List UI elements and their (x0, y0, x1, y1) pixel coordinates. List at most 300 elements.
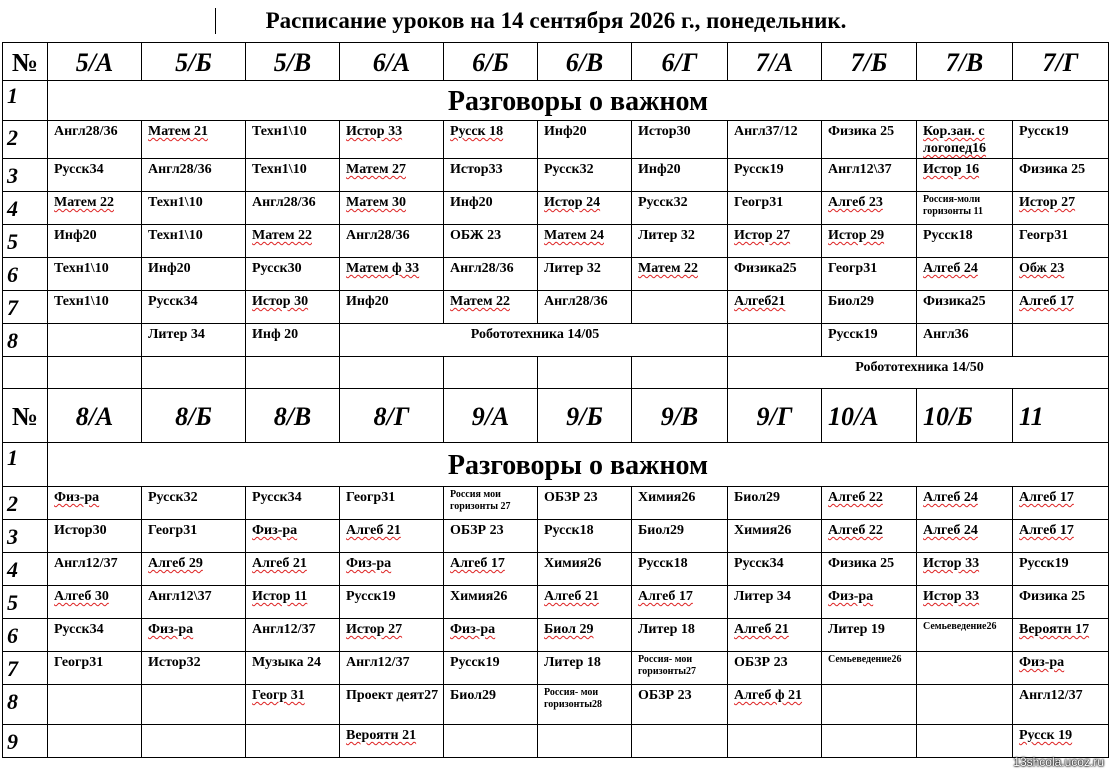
lesson-number-text: 1 (7, 445, 18, 470)
cell-text: Русск 19 (1019, 728, 1073, 743)
table-row (3, 725, 1109, 758)
cell-text: Англ37/12 (734, 124, 798, 139)
cell-text: Англ12/37 (54, 556, 118, 571)
lesson-cell (444, 652, 538, 685)
cell-text: Инф20 (638, 162, 681, 177)
cell-text: Истор30 (54, 523, 107, 538)
cell-text: Инф20 (346, 294, 389, 309)
cell-text: Химия26 (544, 556, 602, 571)
lesson-cell (340, 520, 444, 553)
cell-text: Русск19 (1019, 124, 1069, 139)
lesson-cell (917, 586, 1013, 619)
cell-text: 9/Б (566, 402, 603, 431)
cell-text: Разговоры о важном (447, 449, 709, 481)
lesson-cell (444, 725, 538, 758)
lesson-cell (48, 586, 142, 619)
cell-text: Алгеб 17 (638, 589, 693, 604)
lesson-cell (917, 685, 1013, 725)
lesson-cell (246, 324, 340, 357)
cell-text: Русск32 (148, 490, 198, 505)
cell-text: Химия26 (450, 589, 508, 604)
class-header (340, 389, 444, 443)
cell-text: 7 (7, 656, 18, 681)
lesson-cell (1013, 159, 1109, 192)
class-header (444, 389, 538, 443)
lesson-cell (444, 586, 538, 619)
lesson-cell (340, 291, 444, 324)
cell-text: Истор 27 (1019, 195, 1076, 210)
lesson-cell (1013, 725, 1109, 758)
lesson-cell (728, 258, 822, 291)
class-header (538, 389, 632, 443)
lesson-cell (538, 586, 632, 619)
cell-text: Техн1\10 (252, 162, 307, 177)
lesson-cell (48, 652, 142, 685)
cell-text: Геогр31 (828, 261, 878, 276)
lesson-number (3, 81, 48, 121)
class-header (538, 43, 632, 81)
lesson-cell (246, 586, 340, 619)
lesson-cell (340, 586, 444, 619)
cell-text: Алгеб 21 (252, 556, 307, 571)
lesson-cell (1013, 487, 1109, 520)
cell-text: 6/Г (661, 48, 698, 77)
cell-text: Физ-ра (346, 556, 392, 571)
cell-text: 10/Б (923, 402, 973, 431)
lesson-cell (538, 652, 632, 685)
lesson-cell (142, 725, 246, 758)
lesson-cell (48, 725, 142, 758)
cell-text: Обж 23 (1019, 261, 1065, 276)
table-row (3, 291, 1109, 324)
lesson-cell (538, 619, 632, 652)
cell-text: 9/В (660, 402, 699, 431)
lesson-cell (728, 225, 822, 258)
lesson-cell (822, 586, 917, 619)
cell-text: Русск19 (734, 162, 784, 177)
lesson-cell (142, 159, 246, 192)
lesson-cell (340, 725, 444, 758)
lesson-cell (142, 192, 246, 225)
cell-text: 5/В (273, 48, 312, 77)
text-cursor (215, 8, 216, 34)
lesson-cell (917, 619, 1013, 652)
lesson-number (3, 324, 48, 357)
cell-text: Литер 32 (638, 228, 695, 243)
cell-text: ОБЗР 23 (734, 655, 788, 670)
lesson-number (3, 487, 48, 520)
lesson-cell (632, 520, 728, 553)
lesson-cell (917, 121, 1013, 159)
table-row (3, 258, 1109, 291)
lesson-cell (538, 159, 632, 192)
cell-text: Химия26 (734, 523, 792, 538)
cell-text: Геогр31 (734, 195, 784, 210)
class-header (822, 389, 917, 443)
lesson-cell (1013, 652, 1109, 685)
lesson-cell (340, 192, 444, 225)
class-header (48, 389, 142, 443)
cell-text: Литер 19 (828, 622, 885, 637)
cell-text: Физ-ра (828, 589, 874, 604)
class-header (917, 43, 1013, 81)
lesson-cell (822, 725, 917, 758)
class-header (340, 43, 444, 81)
lesson-cell (822, 291, 917, 324)
cell-text: Инф20 (54, 228, 97, 243)
lesson1-merged (48, 443, 1109, 487)
cell-text: 7/В (945, 48, 984, 77)
cell-text: 8 (7, 689, 18, 714)
cell-text: 3 (7, 524, 18, 549)
lesson-cell (917, 159, 1013, 192)
cell-text: Матем 24 (544, 228, 604, 243)
cell-text: Инф20 (450, 195, 493, 210)
cell-text: Физика25 (734, 261, 797, 276)
lesson-cell (340, 225, 444, 258)
cell-text: 6/Б (472, 48, 509, 77)
cell-text: Русск18 (923, 228, 973, 243)
cell-text: 11 (1019, 402, 1044, 431)
cell-text: Алгеб 22 (828, 490, 883, 505)
lesson-cell (340, 553, 444, 586)
lesson-cell (48, 324, 142, 357)
lesson-cell (142, 121, 246, 159)
lesson-cell (340, 258, 444, 291)
cell-text: Англ28/36 (252, 195, 316, 210)
lesson-cell (728, 725, 822, 758)
lesson-number (3, 291, 48, 324)
cell-text: 4 (7, 557, 18, 582)
lesson-cell (48, 225, 142, 258)
lesson-cell (340, 159, 444, 192)
cell-text: 7/Г (1042, 48, 1079, 77)
lesson-cell (822, 685, 917, 725)
lesson-cell (1013, 258, 1109, 291)
class-header (1013, 43, 1109, 81)
lesson-cell (246, 258, 340, 291)
cell-text: Истор 29 (828, 228, 885, 243)
lesson-cell (728, 487, 822, 520)
cell-text: Истор30 (638, 124, 691, 139)
lesson-cell (246, 291, 340, 324)
cell-text: 6/А (372, 48, 411, 77)
cell-text: Русск19 (1019, 556, 1069, 571)
cell-text: Алгеб ф 21 (734, 688, 803, 703)
lesson-cell (728, 121, 822, 159)
cell-text: Истор 16 (923, 162, 980, 177)
lesson-cell (142, 487, 246, 520)
cell-text: Инф20 (544, 124, 587, 139)
cell-text: 7/А (755, 48, 794, 77)
lesson-cell (538, 685, 632, 725)
lesson-cell (917, 225, 1013, 258)
lesson-cell (48, 159, 142, 192)
lesson-cell (632, 553, 728, 586)
schedule-table (2, 42, 1109, 758)
cell-text: Литер 34 (148, 327, 205, 342)
cell-text: Алгеб 21 (544, 589, 599, 604)
lesson-cell (632, 225, 728, 258)
lesson-cell (444, 553, 538, 586)
lesson-cell (48, 487, 142, 520)
lesson-cell (632, 159, 728, 192)
cell-text: Семьеведение26 (923, 621, 997, 632)
table-row (3, 553, 1109, 586)
lesson-cell (632, 192, 728, 225)
cell-text: Истор 33 (346, 124, 403, 139)
table-row (3, 192, 1109, 225)
cell-text: ОБЗР 23 (544, 490, 598, 505)
lesson-cell (538, 192, 632, 225)
cell-text: Истор 30 (252, 294, 309, 309)
cell-text: 8 (7, 328, 18, 353)
lesson-cell (728, 192, 822, 225)
cell-text: Физ-ра (1019, 655, 1065, 670)
cell-text: Русск19 (346, 589, 396, 604)
lesson-cell (444, 520, 538, 553)
lesson-cell (444, 685, 538, 725)
lesson-cell (246, 553, 340, 586)
cell-text: Англ12\37 (148, 589, 212, 604)
lesson-cell (444, 487, 538, 520)
cell-text: Музыка 24 (252, 655, 321, 670)
lesson-cell (538, 357, 632, 389)
title-text: Расписание уроков на 14 сентября 2026 г., понедельник. (265, 8, 847, 33)
cell-text: 7 (7, 295, 18, 320)
lesson-cell (632, 357, 728, 389)
cell-text: Техн1\10 (148, 195, 203, 210)
lesson-cell (1013, 225, 1109, 258)
cell-text: 8/Б (175, 402, 212, 431)
cell-text: Русск 18 (450, 124, 504, 139)
lesson-cell (917, 324, 1013, 357)
cell-text: Геогр31 (346, 490, 396, 505)
cell-text: Вероятн 17 (1019, 622, 1090, 637)
lesson-cell (340, 121, 444, 159)
table-row (3, 652, 1109, 685)
cell-text: Истор 33 (923, 556, 980, 571)
num-header (3, 389, 48, 443)
lesson-cell (728, 619, 822, 652)
cell-text: Литер 18 (638, 622, 695, 637)
cell-text: Матем 30 (346, 195, 406, 210)
lesson-cell (822, 121, 917, 159)
class-header (917, 389, 1013, 443)
class-header (142, 43, 246, 81)
cell-text: Матем ф 33 (346, 261, 420, 276)
cell-text: Геогр 31 (252, 688, 305, 703)
cell-text: Алгеб 21 (734, 622, 789, 637)
table-row (3, 225, 1109, 258)
lesson-cell (246, 487, 340, 520)
class-header (48, 43, 142, 81)
cell-text: Алгеб 21 (346, 523, 401, 538)
table-row (3, 81, 1109, 121)
cell-text: Техн1\10 (252, 124, 307, 139)
lesson-number (3, 121, 48, 159)
lesson-cell (142, 258, 246, 291)
cell-text: 2 (7, 491, 18, 516)
lesson-cell (632, 258, 728, 291)
cell-text: 6 (7, 262, 18, 287)
lesson-cell (1013, 619, 1109, 652)
cell-text: Семьеведение26 (828, 654, 902, 665)
cell-text: Робототехника 14/50 (855, 360, 984, 375)
lesson-cell (246, 520, 340, 553)
lesson-number (3, 258, 48, 291)
lesson-cell (728, 685, 822, 725)
cell-text: Алгеб 17 (1019, 294, 1074, 309)
lesson-cell (822, 652, 917, 685)
lesson-cell (142, 520, 246, 553)
cell-text: Англ12/37 (1019, 688, 1083, 703)
lesson-cell (632, 685, 728, 725)
lesson-cell (246, 685, 340, 725)
lesson-cell (728, 553, 822, 586)
cell-text: Алгеб 17 (450, 556, 505, 571)
lesson-cell (340, 685, 444, 725)
lesson-cell (632, 586, 728, 619)
lesson-cell (822, 324, 917, 357)
lesson-cell (340, 487, 444, 520)
lesson-number (3, 725, 48, 758)
cell-text: Физика 25 (1019, 589, 1086, 604)
cell-text: Техн1\10 (148, 228, 203, 243)
lesson-cell (444, 225, 538, 258)
robotics-merged (340, 324, 728, 357)
class-header (822, 43, 917, 81)
cell-text: Алгеб 24 (923, 490, 978, 505)
cell-text: Истор 27 (346, 622, 403, 637)
cell-text: Россия-моли горизонты 11 (923, 194, 984, 217)
cell-text: Матем 22 (638, 261, 698, 276)
lesson-cell (444, 121, 538, 159)
class-header (246, 389, 340, 443)
lesson-cell (142, 619, 246, 652)
cell-text: Русск19 (828, 327, 878, 342)
cell-text: Литер 18 (544, 655, 601, 670)
table-row (3, 487, 1109, 520)
table-row (3, 520, 1109, 553)
lesson-cell (538, 258, 632, 291)
lesson-cell (538, 520, 632, 553)
lesson-cell (142, 652, 246, 685)
table-row (3, 619, 1109, 652)
lesson-number (3, 443, 48, 487)
lesson-cell (917, 520, 1013, 553)
table-row (3, 389, 1109, 443)
lesson-cell (340, 357, 444, 389)
lesson-cell (48, 291, 142, 324)
lesson-cell (822, 619, 917, 652)
cell-text: Матем 27 (346, 162, 406, 177)
cell-text: Россия- мои горизонты27 (638, 654, 697, 677)
cell-text: Алгеб21 (734, 294, 786, 309)
cell-text: 8/А (75, 402, 114, 431)
lesson-cell (444, 159, 538, 192)
class-header (142, 389, 246, 443)
cell-text: 2 (7, 125, 18, 150)
cell-text: Физика25 (923, 294, 986, 309)
lesson-cell (917, 192, 1013, 225)
class-header (632, 389, 728, 443)
lesson-cell (142, 225, 246, 258)
lesson-cell (48, 357, 142, 389)
lesson-cell (340, 619, 444, 652)
lesson-cell (3, 357, 48, 389)
cell-text: Инф20 (148, 261, 191, 276)
cell-text: Геогр31 (1019, 228, 1069, 243)
cell-text: 5/А (75, 48, 114, 77)
lesson-cell (917, 258, 1013, 291)
lesson-cell (728, 159, 822, 192)
cell-text: Алгеб 24 (923, 523, 978, 538)
lesson-cell (142, 553, 246, 586)
lesson-number (3, 619, 48, 652)
cell-text: Физ-ра (450, 622, 496, 637)
lesson-number (3, 685, 48, 725)
lesson-number (3, 225, 48, 258)
lesson-cell (538, 121, 632, 159)
table-row (3, 586, 1109, 619)
table-row (3, 685, 1109, 725)
cell-text: Истор32 (148, 655, 201, 670)
lesson-cell (48, 192, 142, 225)
class-header (728, 389, 822, 443)
lesson-cell (822, 192, 917, 225)
lesson-cell (917, 725, 1013, 758)
lesson-cell (632, 121, 728, 159)
cell-text: Алгеб 17 (1019, 523, 1074, 538)
cell-text: Физ-ра (148, 622, 194, 637)
cell-text: Матем 22 (450, 294, 510, 309)
cell-text: Русск34 (734, 556, 784, 571)
cell-text: Алгеб 24 (923, 261, 978, 276)
cell-text: Алгеб 17 (1019, 490, 1074, 505)
lesson-cell (822, 487, 917, 520)
cell-text: Техн1\10 (54, 294, 109, 309)
lesson-cell (48, 685, 142, 725)
lesson-cell (142, 586, 246, 619)
lesson-cell (822, 159, 917, 192)
cell-text: Кор.зан. с логопед16 (923, 124, 987, 156)
cell-text: 10/А (828, 402, 879, 431)
class-header (246, 43, 340, 81)
cell-text: 8/В (273, 402, 312, 431)
cell-text: Русск32 (638, 195, 688, 210)
cell-text: Геогр31 (54, 655, 104, 670)
lesson-cell (48, 121, 142, 159)
lesson-number (3, 159, 48, 192)
cell-text: Разговоры о важном (447, 85, 709, 117)
lesson-cell (444, 357, 538, 389)
lesson-number (3, 586, 48, 619)
cell-text: ОБЗР 23 (450, 523, 504, 538)
cell-text: 7/Б (850, 48, 888, 77)
cell-text: Матем 22 (252, 228, 312, 243)
page-title (0, 4, 1112, 38)
lesson-cell (1013, 553, 1109, 586)
lesson-cell (538, 225, 632, 258)
cell-text: 9 (7, 729, 18, 754)
cell-text: Алгеб 30 (54, 589, 109, 604)
cell-text: Матем 21 (148, 124, 208, 139)
cell-text: Англ28/36 (346, 228, 410, 243)
cell-text: Алгеб 23 (828, 195, 883, 210)
lesson-cell (728, 586, 822, 619)
lesson-cell (48, 619, 142, 652)
